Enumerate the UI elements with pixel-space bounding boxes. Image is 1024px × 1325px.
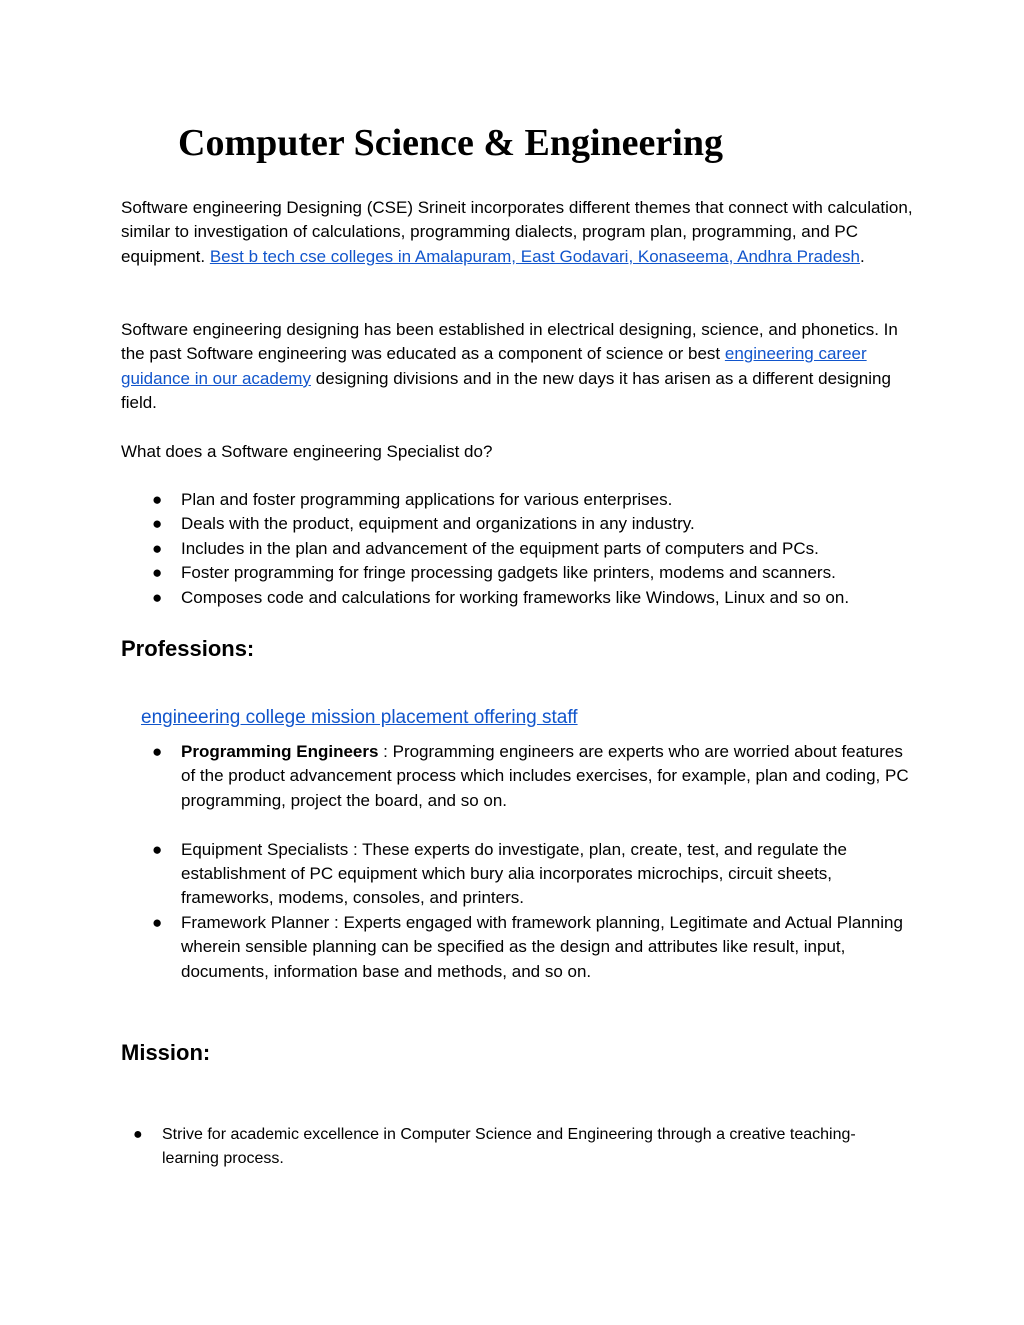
bullet-icon: ● xyxy=(152,912,163,932)
intro-period: . xyxy=(860,246,865,266)
list-item xyxy=(0,1123,862,1171)
history-text-start: Software engineering designing has been established in electrical designing, science, and phonetics. In the past Software engineering was educated as a component of science or best xyxy=(121,320,898,364)
bullet-icon: ● xyxy=(152,587,163,607)
bullet-icon: ● xyxy=(152,490,163,509)
duty-text: Deals with the product, equipment and organizations in any industry. xyxy=(181,514,695,534)
specialist-question: What does a Software engineering Specialist do? xyxy=(121,442,493,461)
profession-text: Equipment Specialists : These experts do investigate, plan, create, test, and regulate the establishment of PC equipment which bury alia incorporates microchips, circuit sheets, frameworks, modems, consoles, and printers. xyxy=(181,839,847,908)
list-item xyxy=(0,537,921,561)
profession-text: Framework Planner : Experts engaged with framework planning, Legitimate and Actual Planning wherein sensible planning can be specified as the design and attributes like result, input, documents, information base and methods, and so on. xyxy=(181,912,903,981)
professions-list xyxy=(0,740,921,984)
bullet-icon: ● xyxy=(152,742,163,761)
bullet-icon: ● xyxy=(152,538,163,558)
mission-heading: Mission: xyxy=(121,1040,211,1065)
list-item xyxy=(0,740,921,813)
profession-text: : Programming engineers are experts who are worried about features of the product advancement process which includes exercises, for example, plan and coding, PC programming, project the board, and so on. xyxy=(181,742,909,810)
professions-heading: Professions: xyxy=(121,636,255,661)
history-paragraph xyxy=(121,318,921,416)
duty-text: Plan and foster programming applications for various enterprises. xyxy=(181,490,673,509)
page-title: Computer Science & Engineering xyxy=(178,122,723,164)
bullet-icon: ● xyxy=(152,514,163,534)
profession-title: Programming Engineers xyxy=(181,742,379,761)
mission-text: Strive for academic excellence in Computer Science and Engineering through a creative teaching-learning process. xyxy=(162,1126,856,1167)
btech-colleges-link[interactable]: Best b tech cse colleges in Amalapuram, East Godavari, Konaseema, Andhra Pradesh xyxy=(209,246,860,266)
career-guidance-link[interactable]: engineering career guidance in our academy xyxy=(121,344,867,388)
list-item xyxy=(0,512,921,536)
history-text-end: designing divisions and in the new days it has arisen as a different designing field. xyxy=(121,368,891,413)
list-item xyxy=(0,561,921,585)
list-item xyxy=(0,488,921,512)
intro-text: Software engineering Designing (CSE) Srineit incorporates different themes that connect with calculation, similar to investigation of calculations, programming dialects, program plan, programming, and PC equipment. xyxy=(121,198,913,266)
duty-text: Foster programming for fringe processing gadgets like printers, modems and scanners. xyxy=(181,563,836,583)
bullet-icon: ● xyxy=(133,1126,143,1143)
bullet-icon: ● xyxy=(152,839,163,859)
placement-staff-link[interactable]: engineering college mission placement offering staff xyxy=(141,707,578,728)
bullet-icon: ● xyxy=(152,563,163,583)
duties-list xyxy=(0,488,921,610)
duty-text: Includes in the plan and advancement of the equipment parts of computers and PCs. xyxy=(181,538,819,558)
intro-paragraph xyxy=(121,196,921,269)
list-item xyxy=(0,586,921,610)
list-spacer xyxy=(0,813,921,837)
mission-list xyxy=(0,1123,862,1171)
duty-text: Composes code and calculations for working frameworks like Windows, Linux and so on. xyxy=(181,587,850,607)
list-item xyxy=(0,838,921,911)
list-item xyxy=(0,911,921,984)
